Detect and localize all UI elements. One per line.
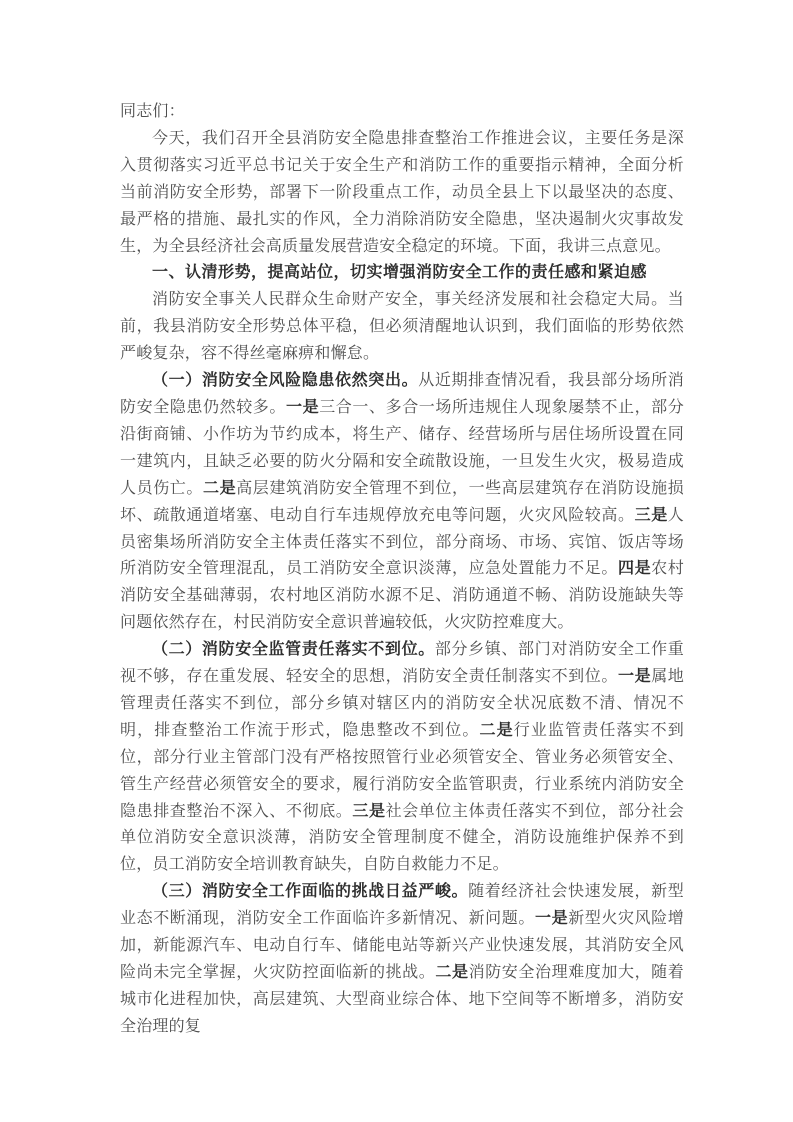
bold-run: 二是 xyxy=(435,964,469,981)
paragraph xyxy=(120,287,684,368)
paragraph xyxy=(120,368,684,637)
text-run: 高层建筑消防安全管理不到位，一些高层建筑存在消防设施损坏、疏散通道堵塞、电动自行车违规停放充电等问题，火灾风险较高。 xyxy=(120,479,684,524)
text-run: 消防安全事关人民群众生命财产安全，事关经济发展和社会稳定大局。当前，我县消防安全形势总体平稳，但必须清醒地认识到，我们面临的形势依然严峻复杂，容不得丝毫麻痹和懈怠。 xyxy=(120,291,684,363)
document-body xyxy=(120,99,684,1041)
paragraph xyxy=(120,126,684,261)
text-run: 部分乡镇、部门对消防安全工作重视不够，存在重发展、轻安全的思想，消防安全责任制落实不到位。 xyxy=(120,641,684,686)
text-run: 三合一、多合一场所违规住人现象屡禁不止，部分沿街商铺、小作坊为节约成本，将生产、储存、经营场所与居住场所设置在同一建筑内，且缺乏必要的防火分隔和安全疏散设施，一旦发生火灾，极易造成人员伤亡。 xyxy=(120,398,684,497)
text-run: 人员密集场所消防安全主体责任落实不到位，部分商场、市场、宾馆、饭店等场所消防安全管理混乱，员工消防安全意识淡薄，应急处置能力不足。 xyxy=(120,506,684,578)
text-run: 从近期排查情况看，我县部分场所消防安全隐患仍然较多。 xyxy=(120,372,684,416)
bold-run: 一是 xyxy=(617,668,652,686)
bold-run: 一是 xyxy=(534,910,569,928)
text-run: 农村消防安全基础薄弱，农村地区消防水源不足、消防通道不畅、消防设施缺失等问题依然存在，村民消防安全意识普遍较低，火灾防控难度大。 xyxy=(120,560,684,632)
bold-run: 一、认清形势，提高站位，切实增强消防安全工作的责任感和紧迫感 xyxy=(152,264,648,282)
paragraph xyxy=(120,879,684,1040)
bold-run: （三）消防安全工作面临的挑战日益严峻。 xyxy=(152,883,469,901)
bold-run: （一）消防安全风险隐患依然突出。 xyxy=(152,372,419,390)
bold-run: 二是 xyxy=(203,479,237,497)
paragraph xyxy=(120,637,684,879)
bold-run: 一是 xyxy=(286,398,320,416)
text-run: 新型火灾风险增加，新能源汽车、电动自行车、储能电站等新兴产业快速发展，其消防安全风险尚未完全掌握，火灾防控面临新的挑战。 xyxy=(120,910,684,981)
salutation xyxy=(120,99,684,126)
text-run: 随着经济社会快速发展，新型业态不断涌现，消防安全工作面临许多新情况、新问题。 xyxy=(120,883,684,928)
text-run: 行业监管责任落实不到位，部分行业主管部门没有严格按照管行业必须管安全、管业务必须管安全、管生产经营必须管安全的要求，履行消防安全监管职责，行业系统内消防安全隐患排查整治不深入、不彻底。 xyxy=(120,721,684,820)
bold-run: 四是 xyxy=(617,560,652,578)
text-run: 属地管理责任落实不到位，部分乡镇对辖区内的消防安全状况底数不清、情况不明，排查整治工作流于形式，隐患整改不到位。 xyxy=(120,668,684,739)
bold-run: 三是 xyxy=(634,506,668,524)
bold-run: 二是 xyxy=(479,721,514,739)
text-run: 同志们： xyxy=(120,103,185,120)
text-run: 社会单位主体责任落实不到位，部分社会单位消防安全意识淡薄，消防安全管理制度不健全，消防设施维护保养不到位，员工消防安全培训教育缺失，自防自救能力不足。 xyxy=(120,802,684,874)
text-run: 今天，我们召开全县消防安全隐患排查整治工作推进会议，主要任务是深入贯彻落实习近平总书记关于安全生产和消防工作的重要指示精神，全面分析当前消防安全形势，部署下一阶段重点工作，动员全县上下以最坚决的态度、最严格的措施、最扎实的作风，全力消除消防安全隐患，坚决遏制火灾事故发生，为全县经济社会高质量发展营造安全稳定的环境。下面，我讲三点意见。 xyxy=(120,129,684,255)
section-heading xyxy=(120,260,684,287)
bold-run: （二）消防安全监管责任落实不到位。 xyxy=(152,641,435,659)
text-run: 消防安全治理难度加大，随着城市化进程加快，高层建筑、大型商业综合体、地下空间等不断增多，消防安全治理的复 xyxy=(120,964,684,1035)
bold-run: 三是 xyxy=(352,802,386,820)
